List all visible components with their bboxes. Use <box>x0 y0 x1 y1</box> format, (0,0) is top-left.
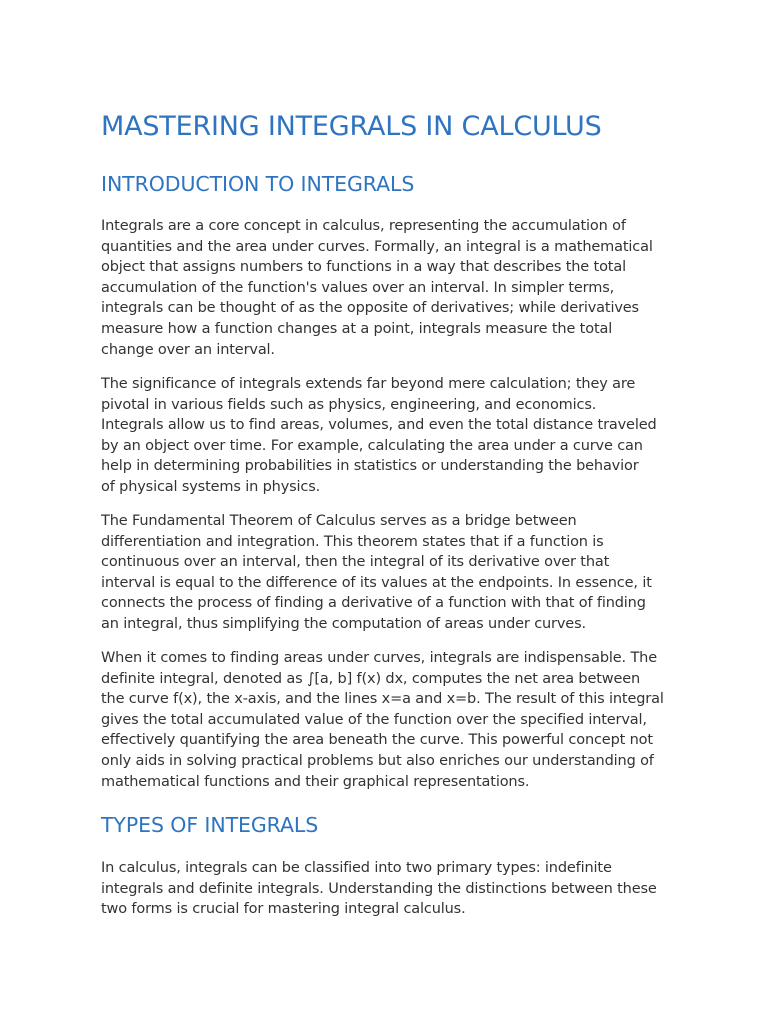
section-heading-introduction: INTRODUCTION TO INTEGRALS <box>101 172 415 196</box>
paragraph-types-1 <box>101 858 671 920</box>
text-line: definite integral, denoted as ∫[a, b] f(x) dx, computes the net area between <box>101 670 641 687</box>
text-line: change over an interval. <box>101 341 275 358</box>
document-title: MASTERING INTEGRALS IN CALCULUS <box>101 111 602 142</box>
paragraph-intro-3 <box>101 511 671 635</box>
section-heading-types: TYPES OF INTEGRALS <box>101 813 319 837</box>
text-line: connects the process of finding a derivative of a function with that of finding <box>101 595 646 612</box>
text-line: integrals can be thought of as the opposite of derivatives; while derivatives <box>101 300 639 317</box>
text-line: differentiation and integration. This theorem states that if a function is <box>101 533 604 550</box>
paragraph-intro-2 <box>101 374 671 498</box>
text-line: effectively quantifying the area beneath the curve. This powerful concept not <box>101 732 653 749</box>
text-line: object that assigns numbers to functions in a way that describes the total <box>101 259 626 276</box>
text-line: two forms is crucial for mastering integral calculus. <box>101 901 466 918</box>
text-line: pivotal in various fields such as physics, engineering, and economics. <box>101 396 597 413</box>
text-line: continuous over an interval, then the integral of its derivative over that <box>101 554 610 571</box>
paragraph-intro-1 <box>101 216 671 360</box>
text-line: measure how a function changes at a point, integrals measure the total <box>101 320 613 337</box>
text-line: The Fundamental Theorem of Calculus serves as a bridge between <box>101 513 577 529</box>
text-line: the curve f(x), the x-axis, and the lines x=a and x=b. The result of this integral <box>101 691 664 708</box>
text-line: Integrals are a core concept in calculus, representing the accumulation of <box>101 218 626 234</box>
text-line: Integrals allow us to find areas, volumes, and even the total distance traveled <box>101 417 657 434</box>
text-line: by an object over time. For example, calculating the area under a curve can <box>101 437 643 454</box>
text-line: interval is equal to the difference of its values at the endpoints. In essence, it <box>101 574 652 591</box>
paragraph-intro-4 <box>101 648 671 792</box>
text-line: quantities and the area under curves. Formally, an integral is a mathematical <box>101 238 653 255</box>
text-line: integrals and definite integrals. Understanding the distinctions between these <box>101 880 657 897</box>
text-line: an integral, thus simplifying the computation of areas under curves. <box>101 615 586 632</box>
text-line: accumulation of the function's values over an interval. In simpler terms, <box>101 279 615 296</box>
text-line: mathematical functions and their graphical representations. <box>101 773 530 790</box>
text-line: In calculus, integrals can be classified into two primary types: indefinite <box>101 860 612 876</box>
text-line: The significance of integrals extends far beyond mere calculation; they are <box>101 376 636 392</box>
text-line: gives the total accumulated value of the function over the specified interval, <box>101 711 647 728</box>
text-line: of physical systems in physics. <box>101 478 321 495</box>
text-line: help in determining probabilities in statistics or understanding the behavior <box>101 458 639 475</box>
text-line: When it comes to finding areas under curves, integrals are indispensable. The <box>101 650 657 666</box>
text-line: only aids in solving practical problems but also enriches our understanding of <box>101 752 654 769</box>
